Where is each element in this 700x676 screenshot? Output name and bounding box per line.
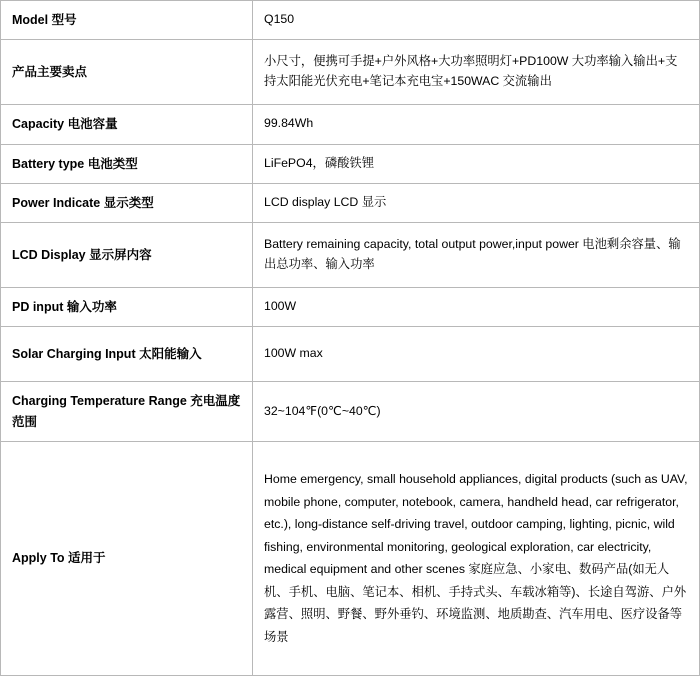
spec-label-lcd-display: LCD Display 显示屏内容 xyxy=(1,223,253,288)
table-row xyxy=(1,382,700,442)
table-row xyxy=(1,40,700,105)
table-row xyxy=(1,223,700,288)
spec-value-solar-input: 100W max xyxy=(253,327,700,382)
spec-label-battery-type: Battery type 电池类型 xyxy=(1,144,253,183)
spec-value-selling-points: 小尺寸，便携可手提+户外风格+大功率照明灯+PD100W 大功率输入输出+支持太阳能光伏充电+笔记本充电宝+150WAC 交流输出 xyxy=(253,40,700,105)
spec-value-apply-to: Home emergency, small household appliances, digital products (such as UAV, mobile phone, computer, notebook, camera, handheld head, car refrigerator, etc.), long-distance self-driving travel, outdoor camping, lighting, picnic, wild fishing, environmental monitoring, geological exploration, car electricity, medical equipment and other scenes 家庭应急、小家电、数码产品(如无人机、手机、电脑、笔记本、相机、手持式头、车载冰箱等)、长途自驾游、户外露营、照明、野餐、野外垂钓、环境监测、地质勘查、汽车用电、医疗设备等场景 xyxy=(253,441,700,675)
spec-value-charging-temp: 32~104℉(0℃~40℃) xyxy=(253,382,700,442)
spec-label-selling-points: 产品主要卖点 xyxy=(1,40,253,105)
spec-value-lcd-display: Battery remaining capacity, total output power,input power 电池剩余容量、输出总功率、输入功率 xyxy=(253,223,700,288)
spec-value-model: Q150 xyxy=(253,1,700,40)
spec-value-battery-type: LiFePO4，磷酸铁锂 xyxy=(253,144,700,183)
spec-label-solar-input: Solar Charging Input 太阳能输入 xyxy=(1,327,253,382)
spec-value-pd-input: 100W xyxy=(253,288,700,327)
table-row xyxy=(1,1,700,40)
table-row xyxy=(1,327,700,382)
spec-label-capacity: Capacity 电池容量 xyxy=(1,105,253,144)
table-row xyxy=(1,105,700,144)
table-row xyxy=(1,144,700,183)
spec-label-power-indicate: Power Indicate 显示类型 xyxy=(1,183,253,222)
table-row xyxy=(1,288,700,327)
table-row xyxy=(1,441,700,675)
spec-label-charging-temp: Charging Temperature Range 充电温度范围 xyxy=(1,382,253,442)
spec-label-model: Model 型号 xyxy=(1,1,253,40)
spec-value-capacity: 99.84Wh xyxy=(253,105,700,144)
table-row xyxy=(1,183,700,222)
spec-value-power-indicate: LCD display LCD 显示 xyxy=(253,183,700,222)
spec-label-pd-input: PD input 输入功率 xyxy=(1,288,253,327)
spec-label-apply-to: Apply To 适用于 xyxy=(1,441,253,675)
